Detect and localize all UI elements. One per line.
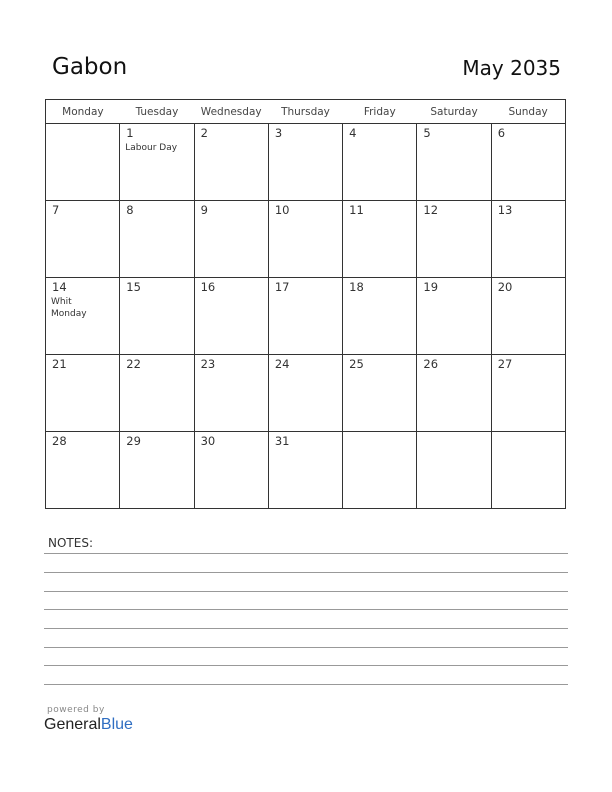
holiday-label — [195, 140, 268, 142]
holiday-label — [269, 448, 342, 450]
holiday-label — [492, 140, 565, 142]
day-cell — [268, 432, 342, 509]
day-number: 20 — [497, 280, 513, 294]
holiday-label — [120, 217, 193, 219]
day-cell — [268, 278, 342, 355]
holiday-label — [417, 371, 490, 373]
holiday-label — [195, 371, 268, 373]
weekday-header: Tuesday — [120, 100, 194, 124]
note-line — [44, 553, 568, 554]
day-cell — [194, 432, 268, 509]
day-cell — [491, 278, 565, 355]
holiday-label — [46, 371, 119, 373]
notes-label: NOTES: — [48, 536, 93, 550]
day-number: 30 — [200, 434, 216, 448]
holiday-label — [120, 448, 193, 450]
holiday-label — [417, 217, 490, 219]
day-number: 14 — [52, 280, 67, 294]
day-number: 15 — [126, 280, 141, 294]
holiday-label — [492, 294, 565, 296]
day-cell — [120, 432, 194, 509]
day-cell — [120, 278, 194, 355]
logo-text-blue: Blue — [100, 716, 133, 733]
day-cell — [491, 432, 565, 509]
day-cell — [46, 124, 120, 201]
note-line — [44, 665, 568, 666]
holiday-label — [46, 448, 119, 450]
day-number: 26 — [423, 357, 439, 371]
day-cell — [46, 432, 120, 509]
day-number: 17 — [274, 280, 290, 294]
calendar-grid — [45, 99, 566, 509]
day-cell — [491, 355, 565, 432]
holiday-label — [492, 217, 565, 219]
day-number: 25 — [349, 357, 364, 371]
day-number: 10 — [274, 203, 290, 217]
day-cell — [268, 355, 342, 432]
weekday-header: Wednesday — [194, 100, 268, 124]
holiday-label — [269, 294, 342, 296]
day-number: 4 — [349, 126, 357, 140]
holiday-label — [492, 371, 565, 373]
day-number: 3 — [274, 126, 283, 140]
day-cell — [268, 124, 342, 201]
weekday-header: Sunday — [491, 100, 565, 124]
day-number: 21 — [52, 357, 67, 371]
holiday-label — [195, 294, 268, 296]
generalblue-logo — [44, 716, 133, 734]
holiday-label — [343, 371, 416, 373]
day-number: 16 — [200, 280, 216, 294]
holiday-label — [46, 127, 119, 129]
day-cell — [120, 124, 194, 201]
day-cell — [417, 278, 491, 355]
day-number: 24 — [274, 357, 290, 371]
holiday-label: Whit Monday — [51, 297, 87, 319]
week-row — [46, 432, 566, 509]
holiday-label: Labour Day — [125, 143, 178, 153]
day-cell — [46, 278, 120, 355]
weekday-header: Monday — [46, 100, 120, 124]
day-cell — [46, 355, 120, 432]
day-cell — [417, 201, 491, 278]
day-number: 31 — [274, 434, 290, 448]
weekday-header-row — [46, 100, 566, 124]
day-number: 2 — [200, 126, 208, 140]
day-cell — [491, 201, 565, 278]
day-cell — [491, 124, 565, 201]
day-number: 28 — [52, 434, 67, 448]
day-cell — [343, 278, 417, 355]
calendar-country-title: Gabon — [52, 54, 128, 80]
holiday-label — [120, 294, 193, 296]
note-line — [44, 684, 568, 685]
day-number: 12 — [423, 203, 439, 217]
holiday-label — [195, 217, 268, 219]
note-line — [44, 572, 568, 573]
day-number: 19 — [423, 280, 439, 294]
day-cell — [417, 432, 491, 509]
day-cell — [194, 355, 268, 432]
day-cell — [343, 355, 417, 432]
day-number: 5 — [423, 126, 431, 140]
day-number: 1 — [126, 126, 134, 140]
day-number: 18 — [349, 280, 364, 294]
week-row — [46, 201, 566, 278]
day-cell — [343, 201, 417, 278]
weekday-header: Friday — [343, 100, 417, 124]
day-cell — [194, 278, 268, 355]
day-number: 23 — [200, 357, 216, 371]
week-row — [46, 355, 566, 432]
holiday-label — [417, 435, 490, 437]
day-number: 22 — [126, 357, 141, 371]
weekday-header: Saturday — [417, 100, 491, 124]
day-number: 6 — [497, 126, 506, 140]
holiday-label — [343, 294, 416, 296]
day-cell — [120, 355, 194, 432]
day-cell — [268, 201, 342, 278]
note-line — [44, 609, 568, 610]
powered-by-text: powered by — [47, 705, 105, 715]
note-line — [44, 647, 568, 648]
day-cell — [417, 355, 491, 432]
day-cell — [194, 124, 268, 201]
holiday-label — [343, 217, 416, 219]
holiday-label — [195, 448, 268, 450]
day-number: 11 — [349, 203, 364, 217]
calendar-month-title: May 2035 — [462, 56, 561, 80]
day-cell — [194, 201, 268, 278]
week-row — [46, 278, 566, 355]
day-number: 27 — [497, 357, 513, 371]
holiday-label — [343, 140, 416, 142]
day-number: 9 — [200, 203, 208, 217]
weekday-header: Thursday — [268, 100, 342, 124]
day-number: 13 — [497, 203, 513, 217]
day-cell — [46, 201, 120, 278]
day-number: 8 — [126, 203, 134, 217]
holiday-label — [492, 435, 565, 437]
note-line — [44, 591, 568, 592]
week-row — [46, 124, 566, 201]
day-cell — [343, 432, 417, 509]
note-line — [44, 628, 568, 629]
day-cell — [343, 124, 417, 201]
holiday-label — [120, 371, 193, 373]
day-number: 7 — [52, 203, 60, 217]
logo-text-general: General — [44, 716, 101, 733]
holiday-label — [46, 217, 119, 219]
holiday-label — [417, 294, 490, 296]
holiday-label — [343, 435, 416, 437]
holiday-label — [269, 140, 342, 142]
holiday-label — [269, 217, 342, 219]
day-cell — [417, 124, 491, 201]
holiday-label — [417, 140, 490, 142]
holiday-label — [269, 371, 342, 373]
day-cell — [120, 201, 194, 278]
day-number: 29 — [126, 434, 141, 448]
